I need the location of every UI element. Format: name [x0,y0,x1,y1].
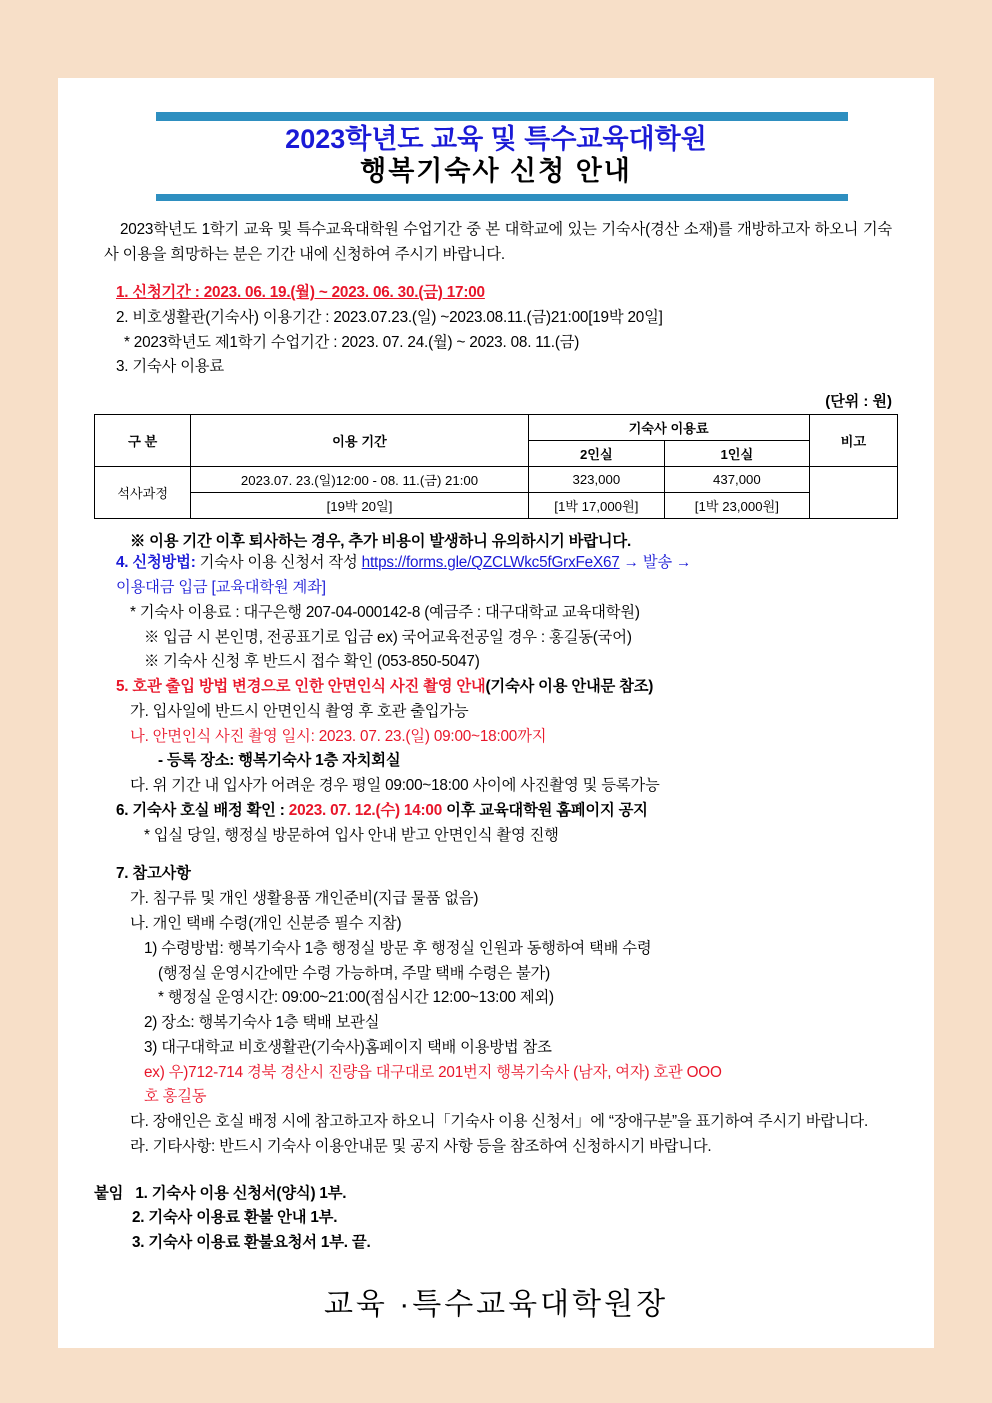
face-recognition-location: - 등록 장소: 행복기숙사 1층 자치회실 [158,752,401,770]
arrow-icon-1: → [623,554,639,572]
references-item-b1: 1) 수령방법: 행복기숙사 1층 행정실 방문 후 행정실 인원과 동행하여 택배 수령 [144,939,652,957]
references-item-c: 다. 장애인은 호실 배정 시에 참고하고자 하오니「기숙사 이용 신청서」에 “장애구분”을 표기하여 주시기 바랍니다. [130,1113,869,1131]
section-references [94,862,898,1159]
face-recognition-subtitle: (기숙사 이용 안내문 참조) [485,678,654,696]
attachment-item-1: 1. 기숙사 이용 신청서(양식) 1부. [135,1184,347,1202]
header-fee-group: 기숙사 이용료 [528,415,809,441]
references-item-b: 나. 개인 택배 수령(개인 신분증 필수 지참) [130,914,402,932]
header-bigo: 비고 [809,415,897,467]
signature: 교육 ·특수교육대학원장 [323,1288,669,1322]
face-recognition-item-a: 가. 입사일에 반드시 안면인식 촬영 후 호관 출입가능 [130,702,469,720]
face-recognition-title: 5. 호관 출입 방법 변경으로 인한 안면인식 사진 촬영 안내 [116,678,486,696]
list-item-application-period: 1. 신청기간 : 2023. 06. 19.(월) ~ 2023. 06. 30.(금) 17:00 [116,284,485,302]
attachment-item-2: 2. 기숙사 이용료 환불 안내 1부. [132,1209,338,1227]
references-item-d: 라. 기타사항: 반드시 기숙사 이용안내문 및 공지 사항 등을 참조하여 신청하시기 바랍니다. [130,1137,712,1155]
references-address-example-1: ex) 우)712-714 경북 경산시 진량읍 대구대로 201번지 행복기숙사 (남자, 여자) 호관 OOO [144,1063,722,1081]
references-heading: 7. 참고사항 [116,865,191,883]
attachment-item-3: 3. 기숙사 이용료 환불요청서 1부. 끝. [132,1233,371,1251]
face-recognition-heading [94,675,898,700]
fee-unit-label: (단위 : 원) [825,393,892,411]
header-gubun: 구 분 [95,415,191,467]
cell-period-line1: 2023.07. 23.(일)12:00 - 08. 11.(금) 21:00 [191,467,528,493]
cell-fee1-line1: 437,000 [665,467,810,493]
attachments-block [94,1182,898,1255]
room-assignment-note: 이후 교육대학원 홈페이지 공지 [446,801,648,819]
attachments-label: 붙임 [94,1184,124,1202]
intro-paragraph: 2023학년도 1학기 교육 및 특수교육대학원 수업기간 중 본 대학교에 있는 기숙사(경산 소재)를 개방하고자 하오니 기숙사 이용을 희망하는 분은 기간 내에 신청하여 주시기 바랍니다. [104,220,892,263]
numbered-list [94,281,898,380]
room-assignment-date: 2023. 07. 12.(수) 14:00 [288,801,443,819]
references-address-example-2: 호 홍길동 [144,1088,207,1106]
table-header-row [95,415,898,441]
list-item-semester-note: * 2023학년도 제1학기 수업기간 : 2023. 07. 24.(월) ~ 2023. 08. 11.(금) [124,333,580,351]
face-recognition-item-c: 다. 위 기간 내 입사가 어려운 경우 평일 09:00~18:00 사이에 사진촬영 및 등록가능 [130,777,660,795]
room-assignment-line [94,799,898,824]
cell-bigo [809,467,897,519]
apply-method-text-1: 기숙사 이용 신청서 작성 [199,554,358,572]
cell-gubun: 석사과정 [95,467,191,519]
cell-fee2-line1: 323,000 [528,467,665,493]
room-assignment-sub: * 입실 당일, 행정실 방문하여 입사 안내 받고 안면인식 촬영 진행 [144,826,559,844]
list-item-fee-heading: 3. 기숙사 이용료 [116,358,224,376]
apply-method-line [94,551,898,576]
section-apply-method [94,551,898,675]
face-recognition-item-b: 나. 안면인식 사진 촬영 일시: 2023. 07. 23.(일) 09:00~18:00까지 [130,727,547,745]
top-rule [156,112,848,121]
references-item-b1-cont: (행정실 운영시간에만 수령 가능하며, 주말 택배 수령은 불가) [158,964,551,982]
title-line-1: 2023학년도 교육 및 특수교육대학원 [285,124,707,154]
list-item-usage-period: 2. 비호생활관(기숙사) 이용기간 : 2023.07.23.(일) ~2023.08.11.(금)21:00[19박 20일] [116,308,663,326]
room-assignment-label: 6. 기숙사 호실 배정 확인 : [116,801,285,819]
table-row [95,493,898,519]
references-item-b3: 3) 대구대학교 비호생활관(기숙사)홈페이지 택배 이용방법 참조 [144,1038,552,1056]
section-face-recognition [94,675,898,799]
application-form-link[interactable]: https://forms.gle/QZCLWkc5fGrxFeX67 [361,554,620,572]
title-line-2: 행복기숙사 신청 안내 [360,155,632,186]
fee-table [94,414,898,519]
apply-method-label: 4. 신청방법: [116,554,196,572]
apply-deposit-note: ※ 입금 시 본인명, 전공표기로 입금 ex) 국어교육전공일 경우 : 홍길동(국어) [144,628,632,646]
references-item-a: 가. 침구류 및 개인 생활용품 개인준비(지급 물품 없음) [130,890,479,908]
apply-account-note: * 기숙사 이용료 : 대구은행 207-04-000142-8 (예금주 : 대구대학교 교육대학원) [130,603,640,621]
attachments-line-1 [94,1182,898,1206]
header-fee-double: 2인실 [528,441,665,467]
table-row [95,467,898,493]
header-fee-single: 1인실 [665,441,810,467]
document-title [94,121,898,190]
document-page [58,78,934,1348]
cell-period-line2: [19박 20일] [191,493,528,519]
arrow-icon-2: → [676,554,692,572]
document-body [58,78,934,1348]
note-after-table: ※ 이용 기간 이후 퇴사하는 경우, 추가 비용이 발생하니 유의하시기 바랍니다. [130,533,632,551]
apply-method-text-2: 이용대금 입금 [교육대학원 계좌] [116,579,326,597]
cell-fee1-line2: [1박 23,000원] [665,493,810,519]
header-period: 이용 기간 [191,415,528,467]
references-office-hours: * 행정실 운영시간: 09:00~21:00(점심시간 12:00~13:00 제외) [158,989,554,1007]
bottom-rule [156,194,848,201]
apply-send-label: 발송 [642,554,672,572]
apply-confirm-note: ※ 기숙사 신청 후 반드시 접수 확인 (053-850-5047) [144,653,480,671]
cell-fee2-line2: [1박 17,000원] [528,493,665,519]
references-item-b2: 2) 장소: 행복기숙사 1층 택배 보관실 [144,1014,380,1032]
section-room-assignment [94,799,898,849]
